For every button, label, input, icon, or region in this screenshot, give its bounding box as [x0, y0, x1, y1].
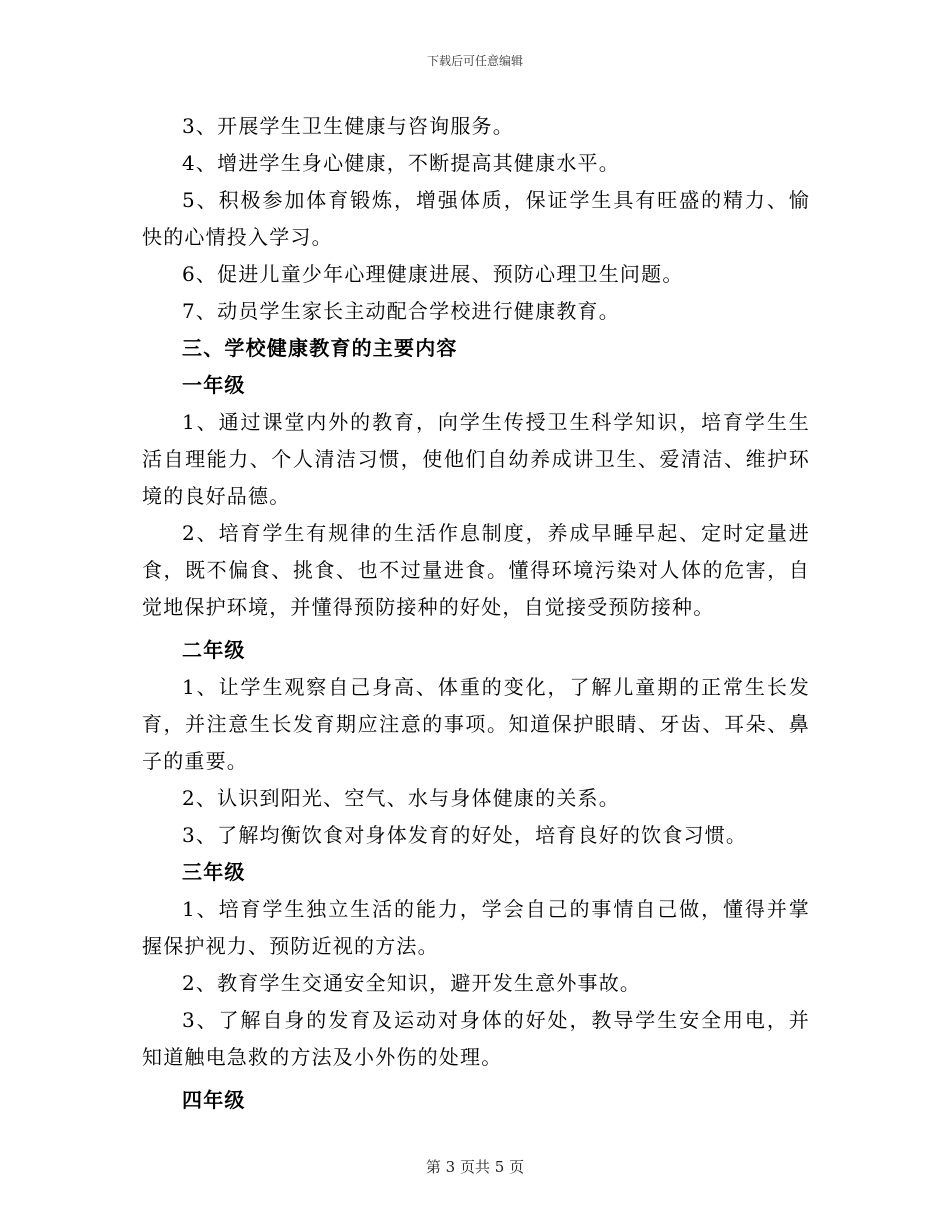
- paragraph-grade1-item2: 2、培育学生有规律的生活作息制度，养成早睡早起、定时定量进食，既不偏食、挑食、也不过量进食。懂得环境污染对人体的危害，自觉地保护环境，并懂得预防接种的好处，自觉接受预防接种。: [142, 521, 810, 619]
- page-header: 下载后可任意编辑: [426, 54, 523, 68]
- paragraph-grade3-item2: 2、教育学生交通安全知识，避开发生意外事故。: [182, 971, 642, 995]
- grade-heading-3: 三年级: [182, 860, 246, 884]
- paragraph-goal-4: 4、增进学生身心健康，不断提高其健康水平。: [182, 151, 620, 175]
- grade-heading-2: 二年级: [182, 638, 246, 662]
- section-heading-content: 三、学校健康教育的主要内容: [182, 336, 458, 360]
- page-footer: 第 3 页共 5 页: [425, 1158, 525, 1176]
- paragraph-goal-3: 3、开展学生卫生健康与咨询服务。: [182, 114, 514, 138]
- paragraph-grade3-item3: 3、了解自身的发育及运动对身体的好处，教导学生安全用电，并知道触电急救的方法及小外伤的处理。: [142, 1008, 810, 1069]
- grade-heading-1: 一年级: [182, 373, 246, 397]
- paragraph-grade2-item3: 3、了解均衡饮食对身体发育的好处，培育良好的饮食习惯。: [182, 823, 748, 847]
- paragraph-goal-6: 6、促进儿童少年心理健康进展、预防心理卫生问题。: [182, 262, 684, 286]
- paragraph-grade2-item1: 1、让学生观察自己身高、体重的变化，了解儿童期的正常生长发育，并注意生长发育期应注意的事项。知道保护眼睛、牙齿、耳朵、鼻子的重要。: [142, 675, 810, 773]
- paragraph-grade1-item1: 1、通过课堂内外的教育，向学生传授卫生科学知识，培育学生生活自理能力、个人清洁习惯，使他们自幼养成讲卫生、爱清洁、维护环境的良好品德。: [142, 410, 810, 508]
- paragraph-grade3-item1: 1、培育学生独立生活的能力，学会自己的事情自己做，懂得并掌握保护视力、预防近视的方法。: [142, 897, 810, 958]
- paragraph-grade2-item2: 2、认识到阳光、空气、水与身体健康的关系。: [182, 786, 620, 810]
- paragraph-goal-7: 7、动员学生家长主动配合学校进行健康教育。: [182, 299, 620, 323]
- paragraph-goal-5: 5、积极参加体育锻炼，增强体质，保证学生具有旺盛的精力、愉快的心情投入学习。: [142, 188, 810, 249]
- grade-heading-4: 四年级: [182, 1088, 246, 1112]
- document-body: [142, 108, 810, 1119]
